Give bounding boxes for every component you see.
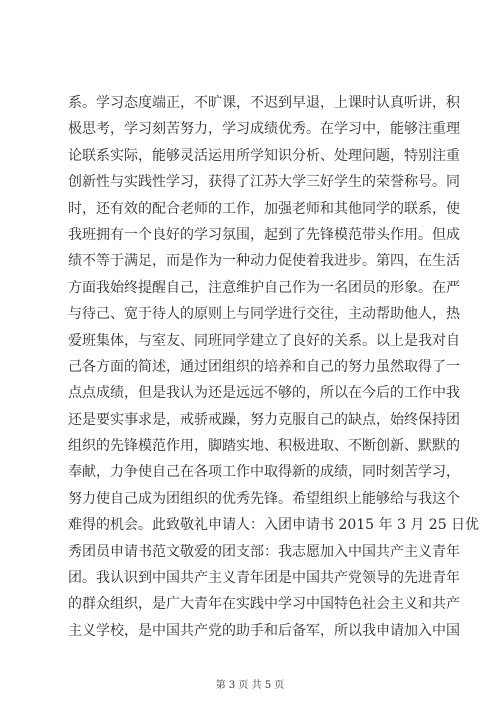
text-line: 组织的先锋模范作用，脚踏实地、积极进取、不断创新、默默的 [68,438,460,455]
text-line: 创新性与实践性学习，获得了江苏大学三好学生的荣誉称号。同 [68,174,460,191]
text-line: 爱班集体，与室友、同班同学建立了良好的关系。以上是我对自 [68,332,460,349]
text-line: 己各方面的简述，通过团组织的培养和自己的努力虽然取得了一 [68,358,460,375]
text-line: 方面我始终提醒自己，注意维护自己作为一名团员的形象。在严 [68,279,460,296]
text-line: 绩不等于满足，而是作为一种动力促使着我进步。第四，在生活 [68,253,460,270]
text-line: 团。我认识到中国共产主义青年团是中国共产党领导的先进青年 [68,570,460,587]
text-line: 的群众组织，是广大青年在实践中学习中国特色社会主义和共产 [68,596,460,613]
body-text [68,90,480,644]
text-line: 点点成绩，但是我认为还是远远不够的，所以在今后的工作中我 [68,385,460,402]
text-line: 极思考，学习刻苦努力，学习成绩优秀。在学习中，能够注重理 [68,121,460,138]
text-line: 我班拥有一个良好的学习氛围，起到了先锋模范带头作用。但成 [68,226,460,243]
text-line: 努力使自己成为团组织的优秀先锋。希望组织上能够给与我这个 [68,490,460,507]
text-line: 系。学习态度端正，不旷课，不迟到早退，上课时认真听讲，积 [68,95,460,111]
text-line: 难得的机会。此致敬礼申请人：入团申请书 2015 年 3 月 25 日优 [68,517,480,534]
text-line: 论联系实际，能够灵活运用所学知识分析、处理问题，特别注重 [68,147,460,164]
text-line: 主义学校，是中国共产党的助手和后备军，所以我申请加入中国 [68,622,460,639]
text-line: 还是要实事求是，戒骄戒躁，努力克服自己的缺点，始终保持团 [68,411,460,428]
text-line: 奉献，力争使自己在各项工作中取得新的成绩，同时刻苦学习， [68,464,460,481]
text-line: 时，还有效的配合老师的工作，加强老师和其他同学的联系，使 [68,200,460,217]
text-line: 与待己、宽于待人的原则上与同学进行交往，主动帮助他人，热 [68,306,460,323]
page-number-footer: 第 3 页 共 5 页 [215,680,285,691]
text-line: 秀团员申请书范文敬爱的团支部：我志愿加入中国共产主义青年 [68,543,460,560]
